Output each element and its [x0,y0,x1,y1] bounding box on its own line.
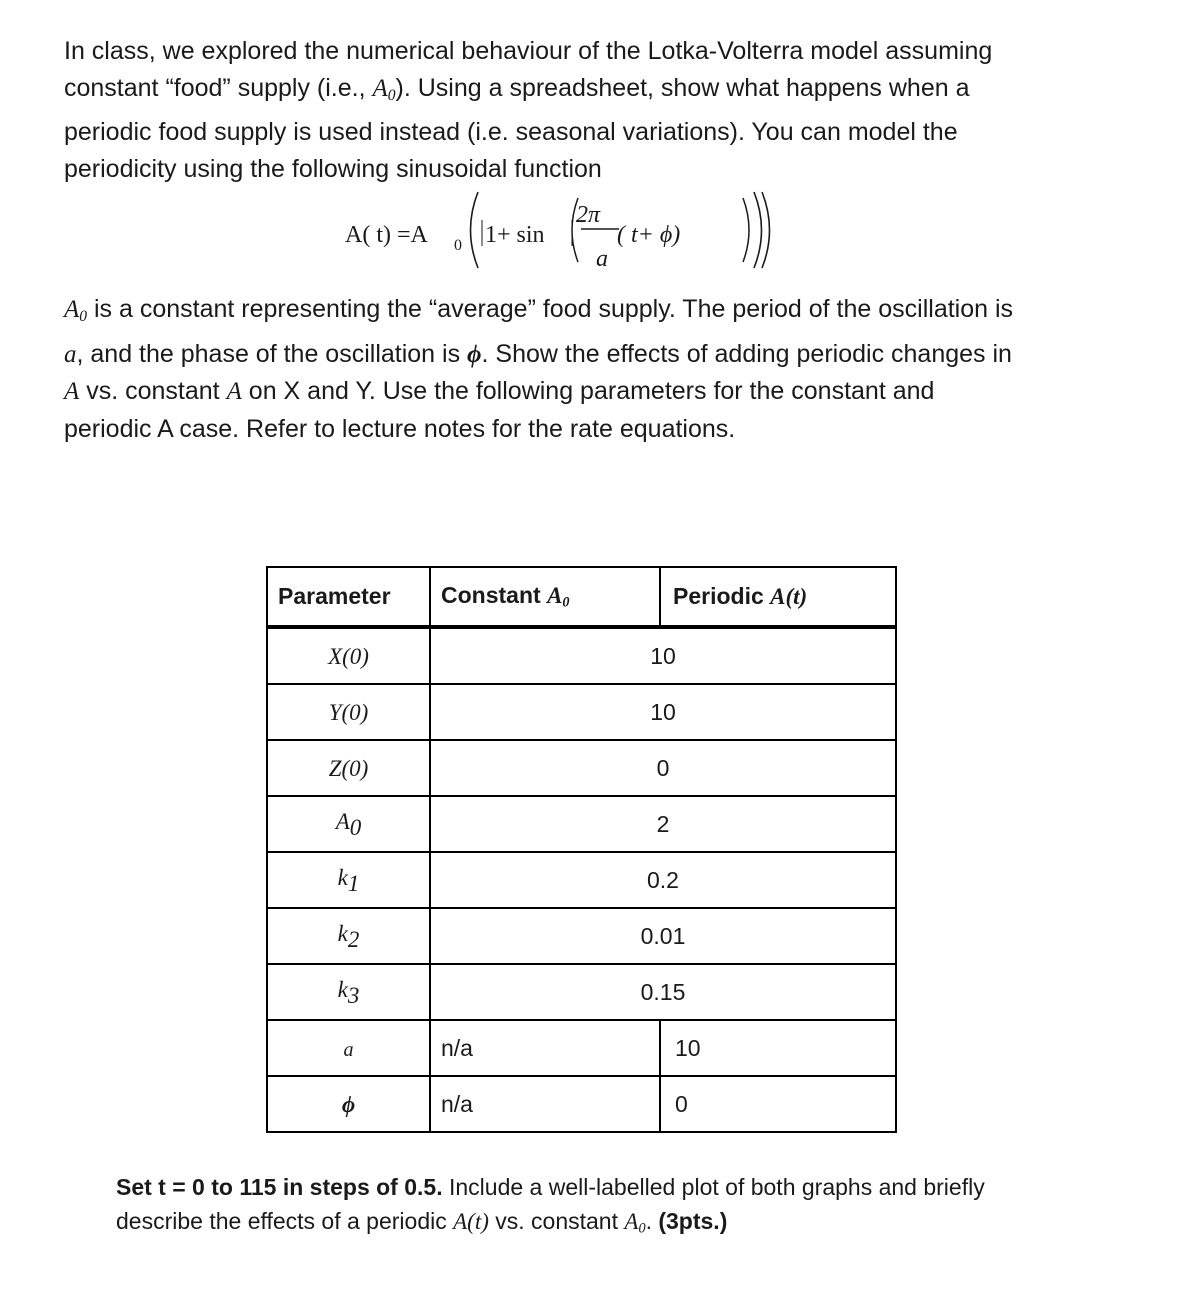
table-row [267,796,896,852]
value-cell: 10 [430,684,896,740]
value-cell: 0.2 [430,852,896,908]
sinusoid-formula [345,190,785,270]
intro-line-1: In class, we explored the numerical behaviour of the Lotka-Volterra model assuming [64,37,993,65]
paren-right-inner [743,198,749,262]
footer-line-1: Set t = 0 to 115 in steps of 0.5. Include a well-labelled plot of both graphs and briefly [116,1174,985,1200]
value-cell: 0 [430,740,896,796]
formula-sub0: 0 [454,237,462,254]
value-cell: 0.01 [430,908,896,964]
formula-lhs: A( t) =A [345,222,428,248]
intro-line-3: periodic food supply is used instead (i.e. seasonal variations). You can model the [64,118,958,147]
table-row [267,1076,896,1132]
table-header-row [267,567,896,627]
param-cell: k3 [267,964,430,1020]
param-cell: Z(0) [267,740,430,796]
paren-left-outer [471,192,479,268]
param-cell: ϕ [267,1076,430,1132]
constant-cell: n/a [430,1076,660,1132]
table-row [267,740,896,796]
header-parameter: Parameter [267,567,430,627]
paren-right-outer-2 [762,192,770,268]
paren-right-outer [754,192,762,268]
desc-line-3: A vs. constant A on X and Y. Use the following parameters for the constant and [64,377,935,406]
formula-numerator: 2π [575,202,601,228]
intro-line-2: constant “food” supply (i.e., $A_0$). Using a spreadsheet, show what happens when a [64,73,970,104]
periodic-cell: 10 [660,1020,896,1076]
description-paragraph [64,291,1134,448]
constant-cell: n/a [430,1020,660,1076]
param-cell: A0 [267,796,430,852]
value-cell: 0.15 [430,964,896,1020]
desc-line-1: $A_0$ is a constant representing the “average” food supply. The period of the oscillation is [64,295,1014,325]
table-row [267,852,896,908]
value-cell: 2 [430,796,896,852]
param-cell: Y(0) [267,684,430,740]
intro-paragraph [64,33,1134,188]
intro-line-4: periodicity using the following sinusoidal function [64,154,602,183]
table-row [267,964,896,1020]
header-periodic: Periodic A(t) [660,567,896,627]
table-row [267,908,896,964]
footer-line-2: describe the effects of a periodic A(t) vs. constant $A_0$. (3pts.) [116,1208,728,1237]
periodic-cell: 0 [660,1076,896,1132]
table-row [267,627,896,684]
header-constant: Constant $A_0$ [430,567,660,627]
footer-instructions [116,1170,1116,1246]
desc-line-2: a, and the phase of the oscillation is ϕ. Show the effects of adding periodic changes in [64,339,1012,368]
param-cell: k1 [267,852,430,908]
formula-arg: ( t+ ϕ) [617,222,681,248]
formula-one-plus-sin: 1+ sin [485,222,545,248]
formula-denominator: a [596,246,608,270]
param-cell: X(0) [267,627,430,684]
value-cell: 10 [430,627,896,684]
table-row [267,1020,896,1076]
param-cell: a [267,1020,430,1076]
param-cell: k2 [267,908,430,964]
desc-line-4: periodic A case. Refer to lecture notes for the rate equations. [64,414,736,443]
table-row [267,684,896,740]
parameter-table [266,566,897,1133]
